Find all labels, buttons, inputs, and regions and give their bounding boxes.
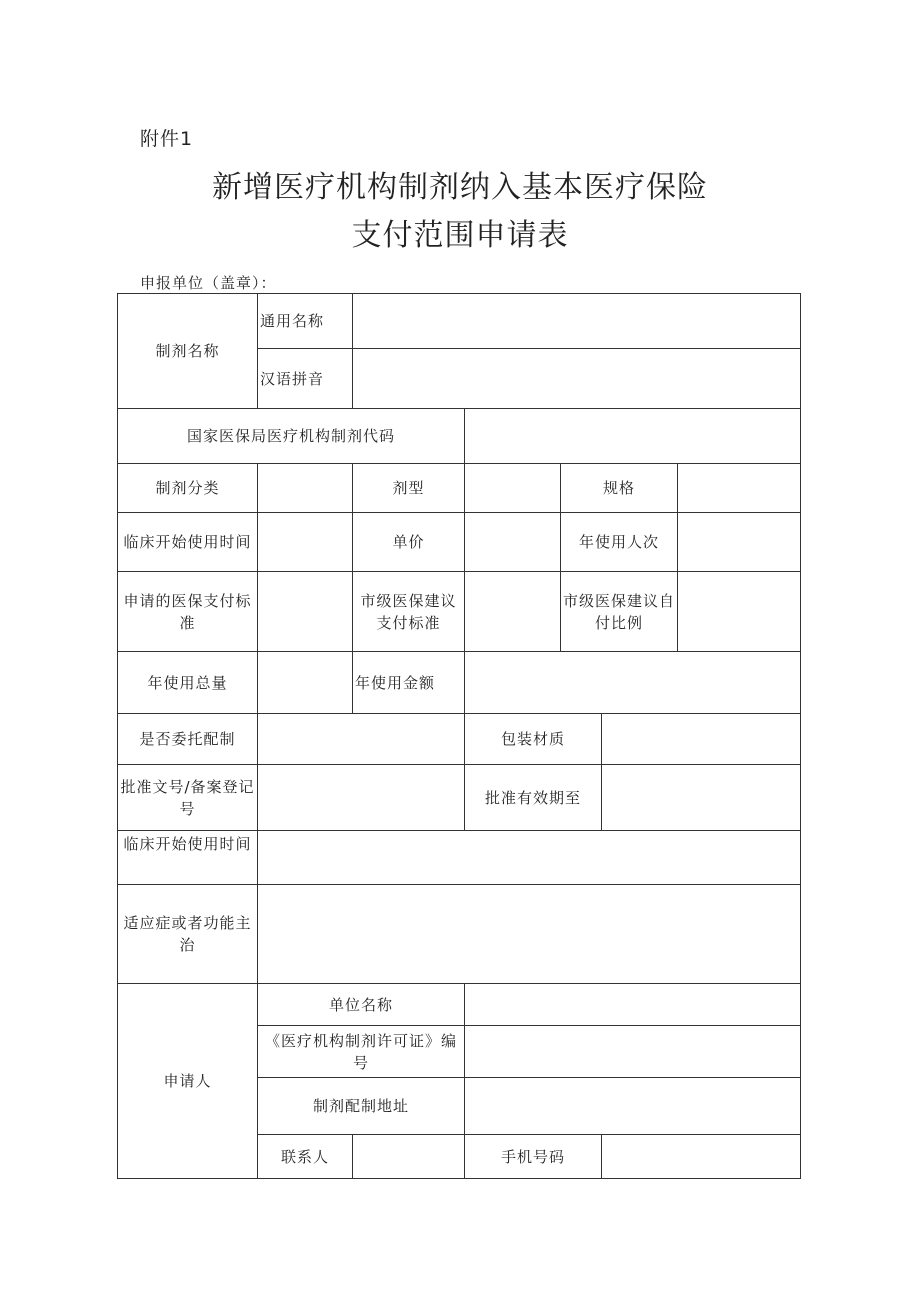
nhsa-code-value[interactable] bbox=[464, 408, 801, 464]
approval-no-label: 批准文号/备案登记号 bbox=[117, 764, 258, 831]
annual-visits-value[interactable] bbox=[677, 512, 801, 572]
phone-value[interactable] bbox=[601, 1134, 801, 1179]
approval-no-value[interactable] bbox=[257, 764, 465, 831]
common-name-value[interactable] bbox=[352, 293, 801, 349]
unit-price-label: 单价 bbox=[352, 512, 465, 572]
entrusted-label: 是否委托配制 bbox=[117, 713, 258, 765]
unit-price-value[interactable] bbox=[464, 512, 561, 572]
org-name-value[interactable] bbox=[464, 983, 801, 1026]
category-value[interactable] bbox=[257, 463, 353, 513]
indications-label: 适应症或者功能主治 bbox=[117, 884, 258, 984]
dosage-form-value[interactable] bbox=[464, 463, 561, 513]
contact-label: 联系人 bbox=[257, 1134, 353, 1179]
city-self-pay-value[interactable] bbox=[677, 571, 801, 652]
form-title-line2: 支付范围申请表 bbox=[351, 218, 569, 253]
attachment-label: 附件1 bbox=[140, 128, 194, 150]
spec-value[interactable] bbox=[677, 463, 801, 513]
reporting-unit-label: 申报单位（盖章）： bbox=[140, 274, 277, 292]
annual-total-label: 年使用总量 bbox=[117, 651, 258, 714]
pinyin-label: 汉语拼音 bbox=[257, 348, 353, 409]
applied-standard-label: 申请的医保支付标准 bbox=[117, 571, 258, 652]
approval-valid-label: 批准有效期至 bbox=[464, 764, 602, 831]
prep-address-value[interactable] bbox=[464, 1077, 801, 1135]
clinical-start-2-value[interactable] bbox=[257, 830, 801, 885]
phone-label: 手机号码 bbox=[464, 1134, 602, 1179]
pinyin-value[interactable] bbox=[352, 348, 801, 409]
prep-name-label: 制剂名称 bbox=[117, 293, 258, 409]
packaging-value[interactable] bbox=[601, 713, 801, 765]
indications-value[interactable] bbox=[257, 884, 801, 984]
applied-standard-value[interactable] bbox=[257, 571, 353, 652]
prep-address-label: 制剂配制地址 bbox=[257, 1077, 465, 1135]
annual-amount-value[interactable] bbox=[464, 651, 801, 714]
common-name-label: 通用名称 bbox=[257, 293, 353, 349]
approval-valid-value[interactable] bbox=[601, 764, 801, 831]
contact-value[interactable] bbox=[352, 1134, 465, 1179]
form-title-line1: 新增医疗机构制剂纳入基本医疗保险 bbox=[212, 170, 708, 205]
category-label: 制剂分类 bbox=[117, 463, 258, 513]
clinical-start-2-label: 临床开始使用时间 bbox=[117, 830, 258, 885]
clinical-start-label: 临床开始使用时间 bbox=[117, 512, 258, 572]
entrusted-value[interactable] bbox=[257, 713, 465, 765]
license-no-label: 《医疗机构制剂许可证》编号 bbox=[257, 1025, 465, 1078]
packaging-label: 包装材质 bbox=[464, 713, 602, 765]
city-standard-value[interactable] bbox=[464, 571, 561, 652]
org-name-label: 单位名称 bbox=[257, 983, 465, 1026]
dosage-form-label: 剂型 bbox=[352, 463, 465, 513]
city-standard-label: 市级医保建议支付标准 bbox=[352, 571, 465, 652]
annual-total-value[interactable] bbox=[257, 651, 353, 714]
applicant-label: 申请人 bbox=[117, 983, 258, 1179]
annual-visits-label: 年使用人次 bbox=[560, 512, 678, 572]
city-self-pay-label: 市级医保建议自付比例 bbox=[560, 571, 678, 652]
clinical-start-value[interactable] bbox=[257, 512, 353, 572]
nhsa-code-label: 国家医保局医疗机构制剂代码 bbox=[117, 408, 465, 464]
annual-amount-label: 年使用金额 bbox=[352, 651, 465, 714]
license-no-value[interactable] bbox=[464, 1025, 801, 1078]
spec-label: 规格 bbox=[560, 463, 678, 513]
